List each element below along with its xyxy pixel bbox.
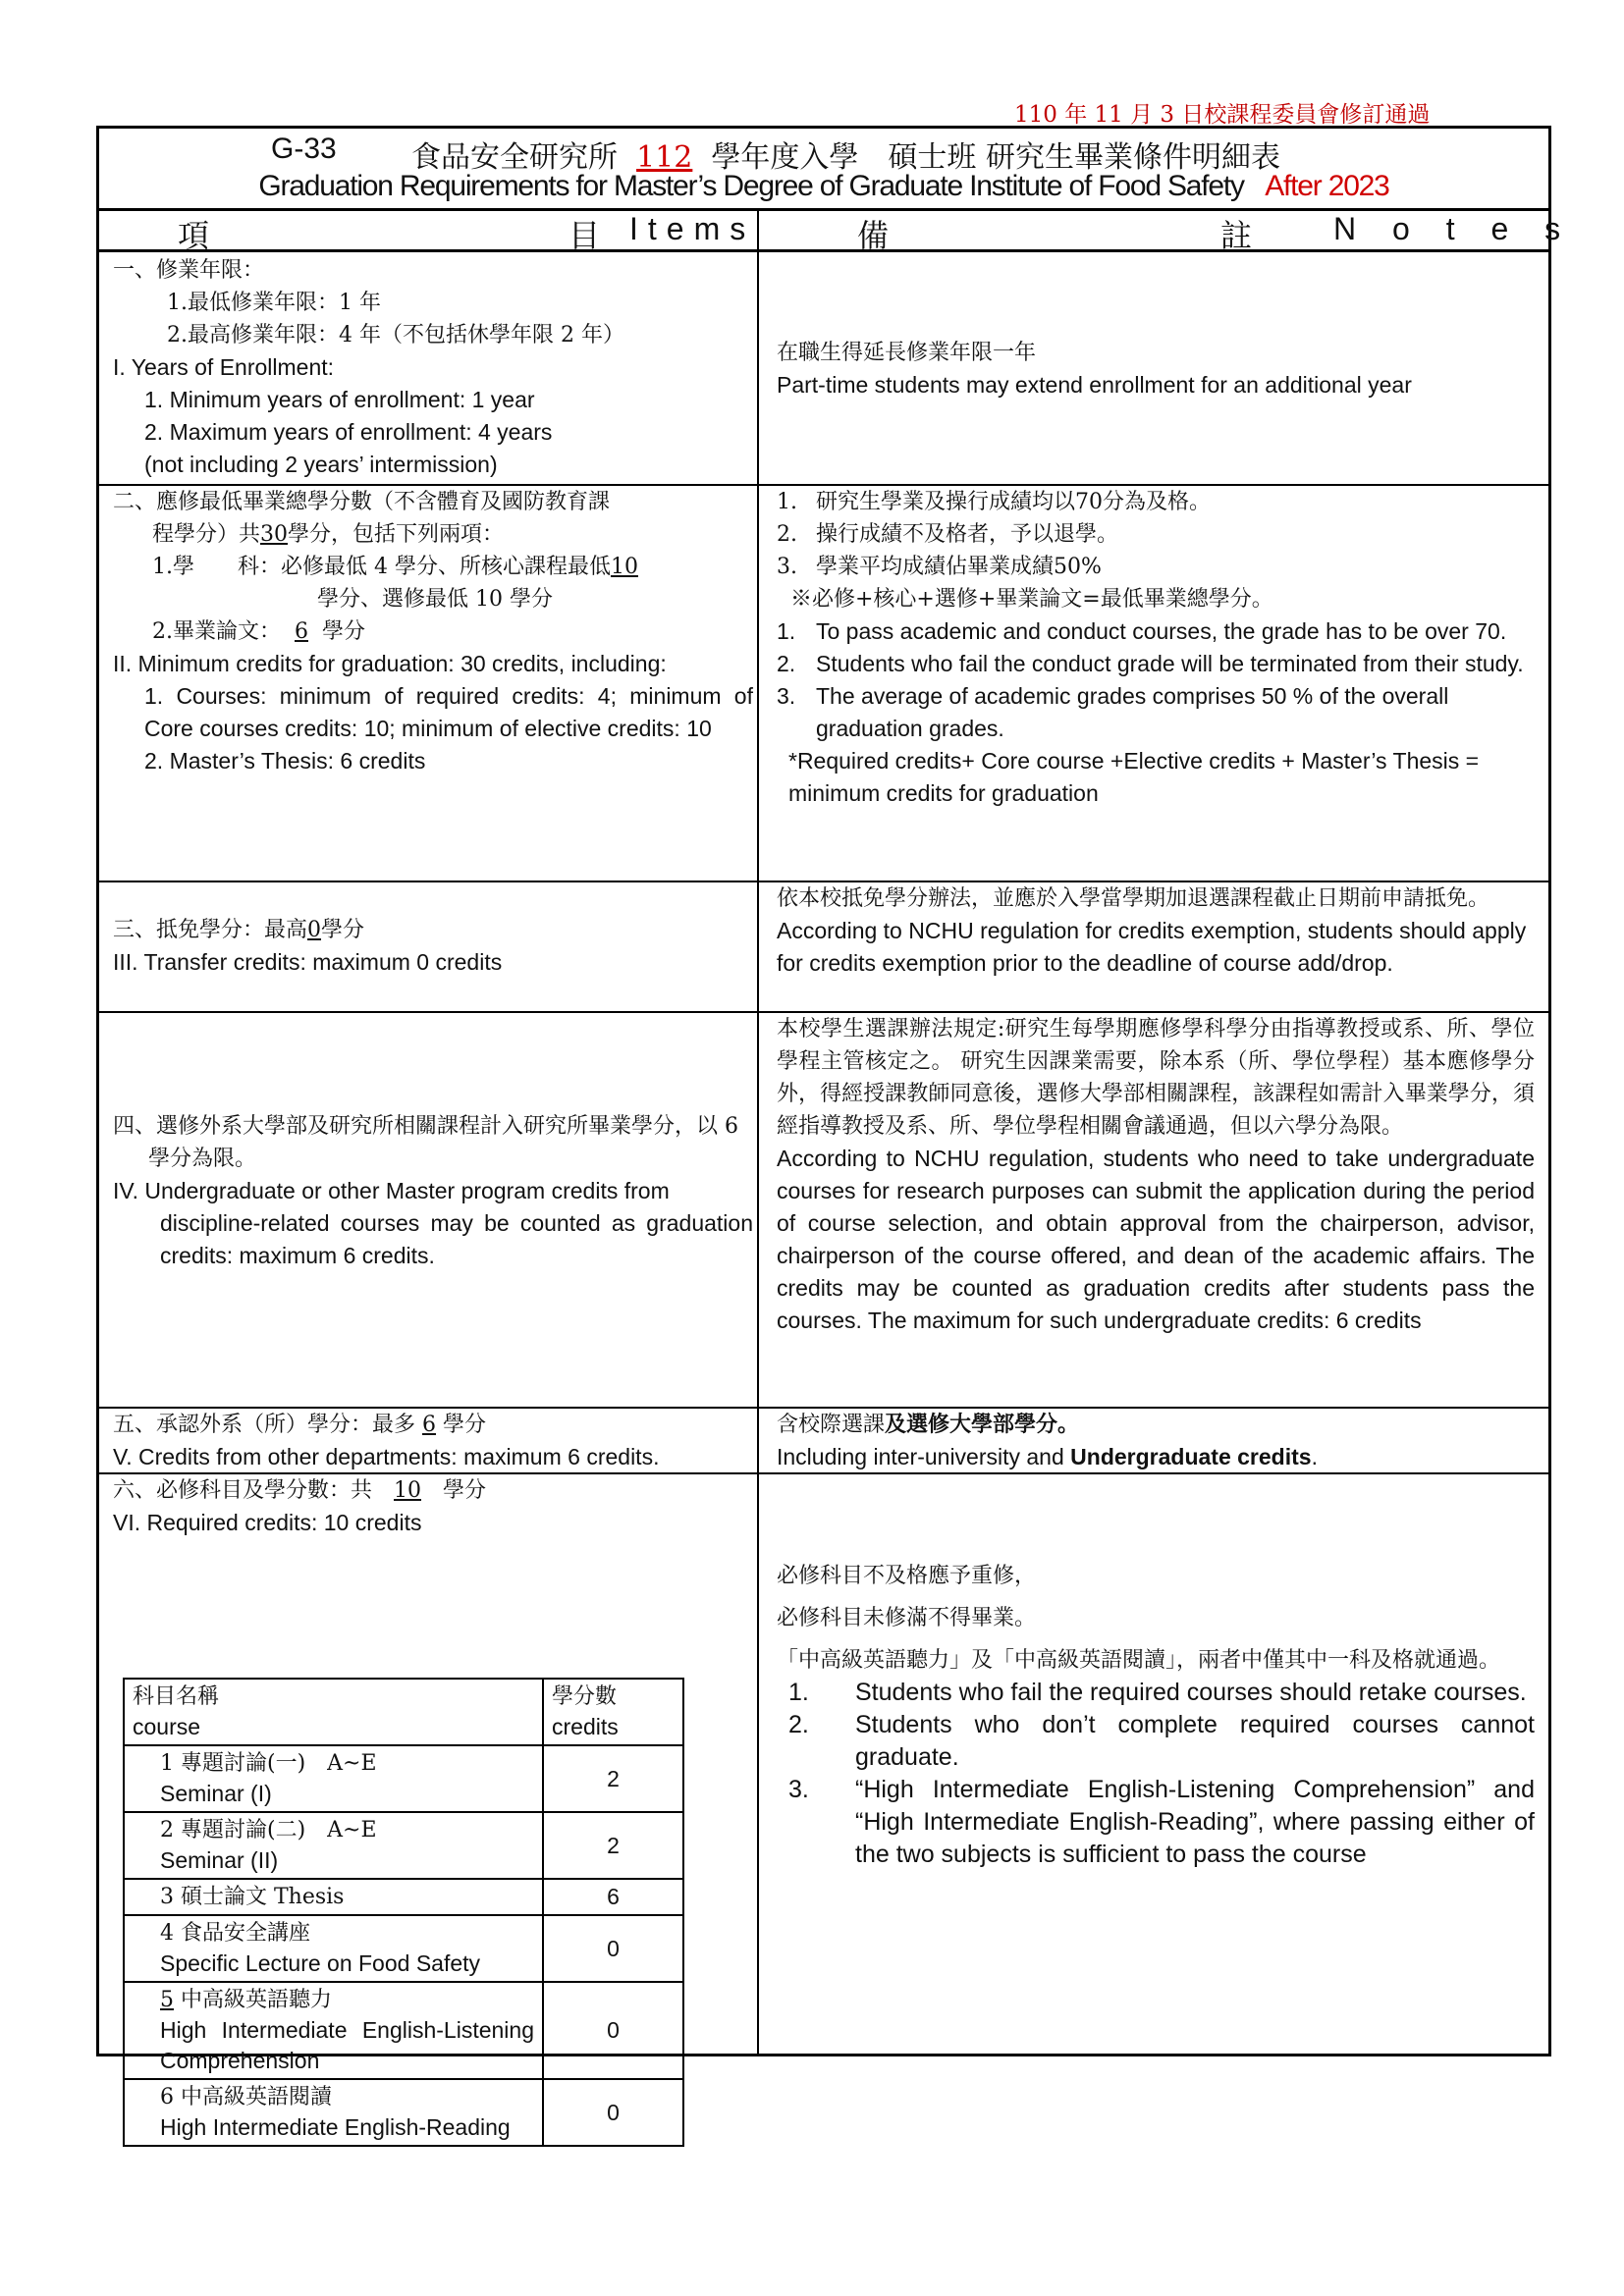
table-header-row: 科目名稱 course 學分數 credits [124, 1679, 683, 1745]
title-suffix: 學年度入學 碩士班 研究生畢業條件明細表 [711, 140, 1280, 175]
section-1-items: 一、修業年限： 1.最低修業年限：1 年 2.最高修業年限：4 年（不包括休學年限 2 年） I. Years of Enrollment: 1. Minimum years of enrollment: 1 year 2. Maximum years of enrollment: 4 years (not including 2 years’ intermission) [113, 258, 624, 477]
table-row: 4 食品安全講座 Specific Lecture on Food Safety 0 [124, 1915, 683, 1982]
admission-year: 112 [636, 140, 693, 175]
title-block [99, 129, 1548, 211]
section-6-notes: 必修科目不及格應予重修， 必修科目未修滿不得畢業。 「中高級英語聽力」及「中高級英語閱讀」，兩者中僅其中一科及格就通過。 1. Students who fail the required courses should retake courses. 2. Students who don’t complete required courses cannot graduate. 3. “High Intermediate English-Listening Comprehension” and “High Intermediate English-Reading”, where passing either of the two subjects is sufficient to pass the course [777, 1560, 1535, 1871]
section-6-english-notes [777, 1677, 1535, 1871]
section-5-notes: 含校際選課及選修大學部學分。 Including inter-university and Undergraduate credits. [777, 1412, 1318, 1469]
section-3-items: 三、抵免學分：最高0學分 III. Transfer credits: maximum 0 credits [113, 918, 503, 975]
required-courses-table [123, 1678, 684, 2147]
table-row: 3 碩士論文 Thesis 6 [124, 1879, 683, 1915]
requirements-document [96, 126, 1575, 2140]
table-row: 2 專題討論(二) A~E Seminar (II) 2 [124, 1812, 683, 1879]
table-row: 1 專題討論(一) A~E Seminar (I) 2 [124, 1745, 683, 1812]
document-code: G-33 [271, 133, 337, 165]
items-column-header: 項 目 Items [99, 211, 757, 252]
section-3-notes: 依本校抵免學分辦法，並應於入學當學期加退選課程截止日期前申請抵免。 According to NCHU regulation for credits exemption, students should apply for credits exemption prior to the deadline of course add/drop. [777, 886, 1527, 976]
institute-name: 食品安全研究所 [411, 140, 618, 175]
section-4-notes: 本校學生選課辦法規定:研究生每學期應修學科學分由指導教授或系、所、學位學程主管核定之。 研究生因課業需要，除本系（所、學位學程）基本應修學分外，得經授課教師同意後，選修大學部相關課程，該課程如需計入畢業學分，須經指導教授及系、所、學位學程相關會議通過，但以六學分為限。 According to NCHU regulation, students who need to take undergraduate courses for research purposes can submit the application during the period of course selection, and obtain approval from the chairperson, advisor, chairperson of the course offered, and dean of the academic affairs. The credits may be counted as graduation credits after students pass the courses. The maximum for such undergraduate credits: 6 credits [777, 1017, 1535, 1333]
table-row: 5 中高級英語聽力 High Intermediate English-Listening Comprehension 0 [124, 1982, 683, 2079]
list-item: 3. “High Intermediate English-Listening Comprehension” and “High Intermediate English-Reading”, where passing either of the two subjects is sufficient to pass the course [788, 1776, 1535, 1868]
section-2-notes: 1. 研究生學業及操行成績均以70分為及格。 2. 操行成績不及格者，予以退學。 3. 學業平均成績佔畢業成績50% ※必修+核心+選修+畢業論文=最低畢業總學分。 1. To pass academic and conduct courses, the grade has to be over 70. 2. Students who fail the conduct grade will be terminated from their study. 3. The average of academic grades comprises 50 % of the overall graduation grades. *Required credits+ Core course +Elective credits + Master’s Thesis = minimum credits for graduation [777, 490, 1524, 806]
after-year: After 2023 [1265, 170, 1389, 202]
section-6-items: 六、必修科目及學分數：共 10 學分 VI. Required credits: 10 credits [113, 1478, 487, 1535]
total-credits: 30 [260, 522, 289, 547]
section-1-notes: 在職生得延長修業年限一年 Part-time students may extend enrollment for an additional year [777, 341, 1412, 398]
notes-column-header: 備 註 N o t e s [759, 211, 1548, 252]
title-english: Graduation Requirements for Master’s Degree of Graduate Institute of Food Safety After 2023 [258, 170, 1389, 202]
list-item: 1. Students who fail the required courses should retake courses. [788, 1679, 1527, 1706]
approval-note: 110 年 11 月 3 日校課程委員會修訂通過 [1014, 102, 1431, 128]
section-2-items: 二、應修最低畢業總學分數（不含體育及國防教育課 程學分）共30學分，包括下列兩項： 1.學 科：必修最低 4 學分、所核心課程最低10 學分、選修最低 10 學分 2.畢業論文： 6 學分 II. Minimum credits for graduation: 30 credits, including: 1. Courses: minimum of required credits: 4; minimum of Core courses credits: 10; minimum of elective credits: 10 2. Master’s Thesis: 6 credits [113, 490, 753, 774]
table-row: 6 中高級英語閱讀 High Intermediate English-Reading 0 [124, 2079, 683, 2146]
section-4-items: 四、選修外系大學部及研究所相關課程計入研究所畢業學分，以 6 學分為限。 IV. Undergraduate or other Master program credits from discipline-related courses may be counted as graduation credits: maximum 6 credits. [113, 1114, 753, 1268]
list-item: 2. Students who don’t complete required courses cannot graduate. [788, 1711, 1535, 1771]
section-5-items: 五、承認外系（所）學分：最多 6 學分 V. Credits from other departments: maximum 6 credits. [113, 1413, 660, 1469]
column-divider [757, 211, 759, 2056]
